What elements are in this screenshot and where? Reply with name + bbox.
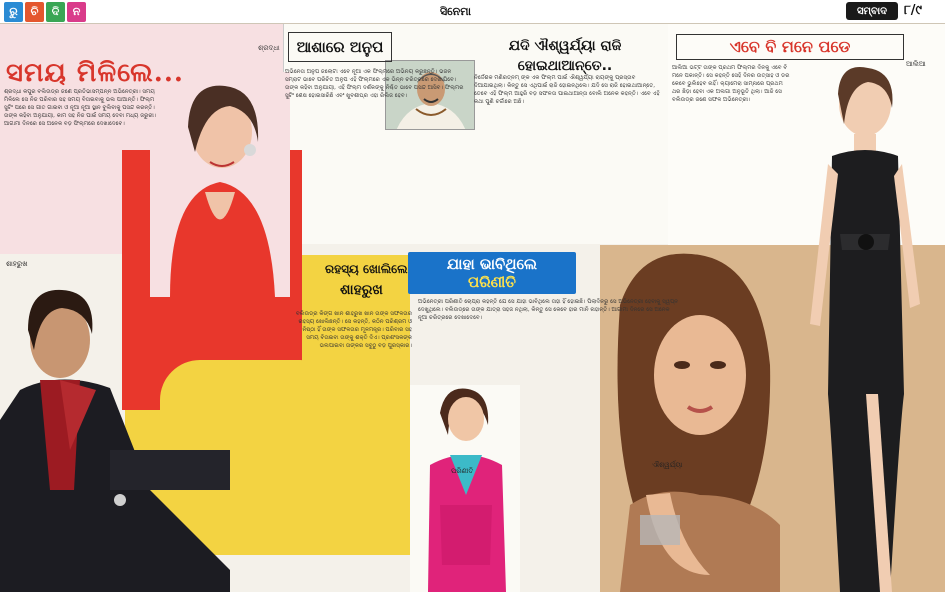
alia-byline: ଆଲିଆ (906, 60, 926, 68)
article-paragraph: ଆଲିଆ ଭଟ୍ଟ ତାଙ୍କ ପ୍ରଥମ ଫିଲ୍ମର ଦିନକୁ ଏବେ ବି ମନେ ପକାନ୍ତି। ସେ କହନ୍ତି ସେହି ଦିନର ଉତ୍ସାହ ଓ ଡର କେବେ ଭୁଲିହେବ ନାହିଁ। କ୍ୟାମେରା ସାମ୍ନାରେ ପ୍ରଥମ ଥର ଛିଡ଼ା ହେବା ଏକ ଅଲଗା ଅନୁଭୂତି ଥିଲା। ଆଜି ସେ ବଲିଉଡ୍‌ର ଜଣେ ସଫଳ ଅଭିନେତ୍ରୀ। (672, 65, 790, 103)
parineeti-headline-box (408, 252, 576, 294)
srk-headline-line2: ଶାହରୁଖ (340, 282, 383, 298)
article-paragraph: ବଲିଉଡ୍‌ର କିଙ୍ଗ ଖାନ ଶାହରୁଖ ଖାନ ତାଙ୍କ ସଫଳତାର ରହସ୍ୟ ଖୋଲିଛନ୍ତି। ସେ କହନ୍ତି, କଠିନ ପରିଶ୍ରମ ଓ ନିଷ୍ଠା ହିଁ ତାଙ୍କ ସଫଳତାର ମୂଳମନ୍ତ୍ର। ପରିବାର ସହ ସମୟ ବିତାଇବା ତାଙ୍କୁ ଶକ୍ତି ଦିଏ। ପ୍ରଶଂସକଙ୍କ ଭଲପାଇବା ତାଙ୍କର ସବୁଠୁ ବଡ଼ ପୁରସ୍କାର। (295, 311, 412, 349)
aishwarya-headline: ଯଦି ଐଶ୍ୱର୍ଯ୍ୟା ରାଜି ହୋଇଥାଆନ୍ତେ.. (508, 38, 622, 74)
page-number: ୮/୯ (904, 3, 922, 18)
article-paragraph: ଶ୍ରଦ୍ଧା କପୁର ବଲିଉଡ୍‌ର ଜଣେ ପ୍ରତିଭାସମ୍ପନ୍ନ ଅଭିନେତ୍ରୀ। ସମୟ ମିଳିଲେ ସେ ନିଜ ପରିବାର ସହ ସମୟ ବିତାଇବାକୁ ଭଲ ପାଆନ୍ତି। ଫିଲ୍ମ ସୁଟିଂ ପରେ ସେ ଗୀତ ଗାଇବା ଓ ନୂଆ ନୂଆ ସ୍ଥାନ ବୁଲିବାକୁ ପସନ୍ଦ କରନ୍ତି। ତାଙ୍କ କହିବା ଅନୁଯାୟୀ, କାମ ସହ ନିଜ ପାଇଁ ସମୟ ଦେବା ମଧ୍ୟ ଜରୁରୀ। ଆଗାମୀ ଦିନରେ ସେ ଅନେକ ବଡ଼ ଫିଲ୍ମରେ ଦେଖାଦେବେ। (4, 89, 157, 127)
srk-headline-line1: ରହସ୍ୟ ଖୋଲିଲେ (325, 262, 408, 276)
shraddha-article-text (4, 88, 160, 250)
srk-caption: ଶାହରୁଖ (6, 260, 28, 268)
shraddha-headline: ସମୟ ମିଳିଲେ... (6, 58, 184, 88)
shraddha-byline: ଶ୍ରଦ୍ଧା (258, 44, 280, 52)
alia-headline-box (676, 34, 904, 60)
alia-photo (780, 64, 945, 592)
logo-letter: ନ (67, 2, 86, 22)
parineeti-headline-line1: ଯାହା ଭାବିଥିଲେ (446, 255, 538, 273)
aishwarya-article-text (474, 74, 664, 238)
shraddha-photo (150, 72, 290, 297)
anup-headline-box (288, 32, 392, 62)
parineeti-article-text (418, 298, 680, 453)
article-paragraph: ଅଭିନେତ୍ରୀ ପରିଣୀତି ଚୋପ୍ରା କହନ୍ତି ଯେ ସେ ଯାହା ଭାବିଥିଲେ ତାହା ହିଁ ହୋଇଛି। ପିଲାଦିନରୁ ସେ ଅଭିନେତ୍ରୀ ହେବାକୁ ସ୍ୱପ୍ନ ଦେଖୁଥିଲେ। ବଲିଉଡ୍‌ରେ ତାଙ୍କ ଯାତ୍ରା ସହଜ ନଥିଲା, କିନ୍ତୁ ସେ କେବେ ହାର ମାନି ନାହାନ୍ତି। ଆଗାମୀ ଦିନରେ ସେ ଅନେକ ନୂଆ ଚରିତ୍ରରେ ଦେଖାଦେବେ। (418, 299, 678, 321)
anup-headline: ଆଶାରେ ଅନୁପ (296, 38, 384, 56)
alia-article-text (672, 64, 790, 239)
logo-letter: ଚି (25, 2, 44, 22)
section-logo (4, 2, 86, 22)
newspaper-brand: ସମ୍ବାଦ (846, 2, 898, 20)
parineeti-headline-line2: ପରିଣୀତି (468, 273, 516, 291)
section-title: ସିନେମା (440, 5, 471, 18)
article-paragraph: ଅଭିନେତା ଅନୁପ ଜଲୋଟା ଏବେ ନୂଆ ଏକ ଫିଲ୍ମରେ ଅଭିନୟ କରୁଛନ୍ତି। ଭଜନ ସମ୍ରାଟ ଭାବେ ପରିଚିତ ଅନୁପ ଏହି ଫିଲ୍ମରେ ଏକ ଭିନ୍ନ ଚରିତ୍ରରେ ଦେଖାଯିବେ। ତାଙ୍କ କହିବା ଅନୁଯାୟୀ, ଏହି ଫିଲ୍ମ ଦର୍ଶକଙ୍କୁ ନିଶ୍ଚିତ ଭାବେ ପସନ୍ଦ ଆସିବ। ଫିଲ୍ମର ସୁଟିଂ ଶେଷ ହୋଇସାରିଛି ଏବଂ ଖୁବଶୀଘ୍ର ଏହା ରିଲିଜ ହେବ। (285, 69, 464, 99)
aishwarya-caption: ଐଶ୍ୱର୍ଯ୍ୟା (652, 461, 683, 469)
shahrukh-photo (0, 270, 230, 592)
parineeti-caption: ପରିଣୀତି (451, 467, 474, 475)
logo-letter: ଦି (46, 2, 65, 22)
srk-article-text (292, 310, 412, 585)
logo-letter: ରୁ (4, 2, 23, 22)
page-header (0, 0, 945, 24)
article-paragraph: ନିର୍ଦ୍ଦେଶକ ମଣିରତ୍ନମ୍ ଙ୍କ ଏକ ଫିଲ୍ମ ପାଇଁ ଐଶ୍ୱର୍ଯ୍ୟା ରାୟଙ୍କୁ ପ୍ରସ୍ତାବ ଦିଆଯାଇଥିଲା। କିନ୍ତୁ ସେ ଏଥିପାଇଁ ରାଜି ହୋଇନଥିଲେ। ଯଦି ସେ ରାଜି ହୋଇଥାଆନ୍ତେ, ତେବେ ଏହି ଫିଲ୍ମ ଆହୁରି ବଡ଼ ସଫଳତା ପାଇଥାଆନ୍ତା ବୋଲି ଅନେକ କହନ୍ତି। ଏବେ ଏହି କଥା ପୁଣି ଚର୍ଚ୍ଚାରେ ଅଛି। (474, 75, 660, 105)
anup-article-text (285, 68, 469, 238)
alia-headline: ଏବେ ବି ମନେ ପଡେ (729, 37, 851, 56)
